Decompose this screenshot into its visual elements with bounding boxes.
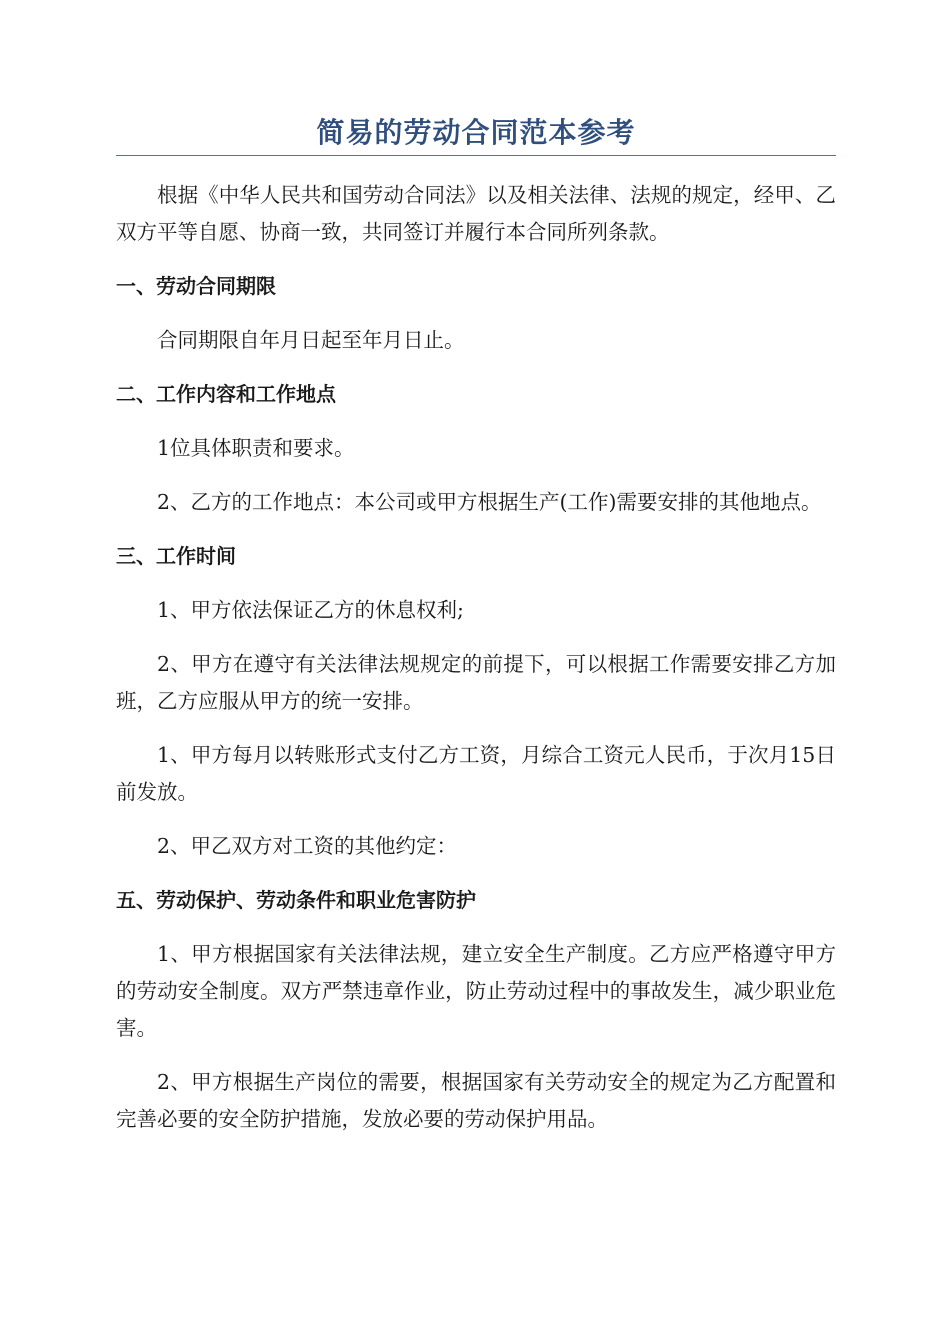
section-1: [116, 268, 836, 359]
section-paragraph: 2、甲乙双方对工资的其他约定：: [157, 834, 458, 858]
section-3: [116, 538, 836, 865]
section-2: [116, 376, 836, 521]
section-heading: 一、劳动合同期限: [116, 274, 276, 298]
section-heading: 二、工作内容和工作地点: [116, 382, 336, 406]
intro-paragraph: 根据《中华人民共和国劳动合同法》以及相关法律、法规的规定，经甲、乙双方平等自愿、协商一致，共同签订并履行本合同所列条款。: [116, 183, 836, 244]
section-paragraph: 1、甲方每月以转账形式支付乙方工资，月综合工资元人民币，于次月15日前发放。: [116, 743, 836, 804]
document-title: 简易的劳动合同范本参考: [316, 116, 636, 149]
section-5: [116, 882, 836, 1138]
section-paragraph: 合同期限自年月日起至年月日止。: [157, 328, 465, 352]
document-page: [116, 110, 836, 1155]
section-paragraph: 2、乙方的工作地点：本公司或甲方根据生产(工作)需要安排的其他地点。: [157, 490, 822, 514]
section-heading: 三、工作时间: [116, 544, 236, 568]
section-paragraph: 2、甲方在遵守有关法律法规规定的前提下，可以根据工作需要安排乙方加班，乙方应服从甲方的统一安排。: [116, 652, 836, 713]
section-paragraph: 1、甲方根据国家有关法律法规，建立安全生产制度。乙方应严格遵守甲方的劳动安全制度。双方严禁违章作业，防止劳动过程中的事故发生，减少职业危害。: [116, 942, 836, 1040]
section-paragraph: 2、甲方根据生产岗位的需要，根据国家有关劳动安全的规定为乙方配置和完善必要的安全防护措施，发放必要的劳动保护用品。: [116, 1070, 836, 1131]
section-heading: 五、劳动保护、劳动条件和职业危害防护: [116, 888, 476, 912]
section-paragraph: 1、甲方依法保证乙方的休息权利;: [157, 598, 464, 622]
section-paragraph: 1位具体职责和要求。: [157, 436, 355, 460]
